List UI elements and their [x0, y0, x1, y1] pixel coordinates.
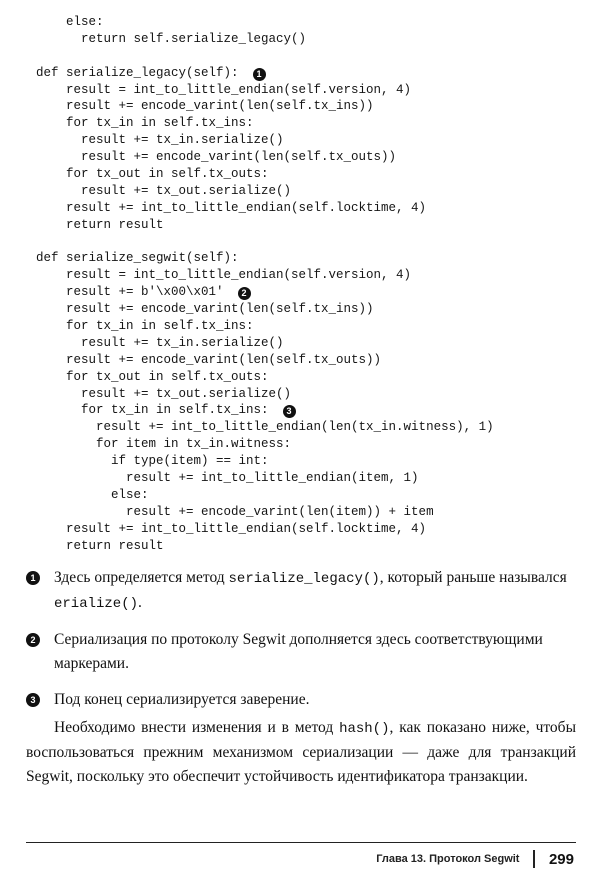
code-line: [36, 234, 494, 251]
callout-marker-1: 1: [253, 68, 266, 81]
code-line: [36, 284, 494, 301]
code-line: [36, 402, 494, 419]
note-text: .: [138, 594, 142, 611]
code-line-text: def serialize_legacy(self):: [36, 65, 239, 80]
code-line: result = int_to_little_endian(self.version, 4): [36, 268, 412, 283]
code-line: result += tx_in.serialize(): [36, 335, 284, 350]
body-paragraph: [26, 716, 576, 789]
code-line: result += int_to_little_endian(len(tx_in.witness), 1): [36, 420, 494, 435]
code-line: result += tx_out.serialize(): [36, 183, 292, 198]
code-line: result += encode_varint(len(self.tx_ins)): [36, 99, 374, 114]
callout-note-3: [26, 688, 582, 712]
note-text: Сериализация по протоколу Segwit дополняется здесь соответствующими маркерами.: [54, 631, 543, 672]
callout-marker-2: 2: [238, 287, 251, 300]
note-marker-1: 1: [26, 571, 40, 585]
code-line: result += tx_out.serialize(): [36, 386, 292, 401]
code-line: result += encode_varint(len(self.tx_ins)): [36, 302, 374, 317]
code-line: if type(item) == int:: [36, 454, 269, 469]
page-number: 299: [548, 850, 574, 868]
footer-separator: [533, 850, 535, 868]
note-code: serialize_legacy(): [228, 571, 380, 587]
code-line: return result: [36, 538, 164, 553]
code-line: [36, 48, 494, 65]
code-line: result += tx_in.serialize(): [36, 133, 284, 148]
paragraph-code: hash(): [339, 720, 390, 737]
code-line: result += int_to_little_endian(self.locktime, 4): [36, 200, 427, 215]
code-line: def serialize_segwit(self):: [36, 251, 239, 266]
code-line: result = int_to_little_endian(self.version, 4): [36, 82, 412, 97]
callout-marker-3: 3: [283, 405, 296, 418]
callout-note-2: [26, 628, 582, 676]
code-line: return result: [36, 217, 164, 232]
callout-note-1: [26, 566, 582, 616]
code-line-text: result += b'\x00\x01': [36, 285, 224, 300]
code-listing: [36, 14, 494, 555]
code-line: for tx_in in self.tx_ins:: [36, 116, 254, 131]
code-line: result += encode_varint(len(self.tx_outs)): [36, 352, 382, 367]
code-line: [36, 65, 494, 82]
paragraph-text: , как показано ниже, чтобы воспользоваться прежним механизмом сериализации — даже для транзакций Segwit, поскольку это обеспечит устойчивость идентификатора транзакции.: [26, 718, 576, 785]
code-line: for item in tx_in.witness:: [36, 437, 292, 452]
code-line: result += int_to_little_endian(item, 1): [36, 471, 419, 486]
chapter-title: Глава 13. Протокол Segwit: [376, 853, 520, 865]
note-marker-3: 3: [26, 693, 40, 707]
note-marker-2: 2: [26, 633, 40, 647]
callout-notes: [26, 566, 582, 724]
code-line: for tx_in in self.tx_ins:: [36, 319, 254, 334]
code-line: else:: [36, 15, 104, 29]
note-text: Здесь определяется метод: [54, 569, 229, 586]
code-line: for tx_out in self.tx_outs:: [36, 167, 269, 182]
code-line: else:: [36, 487, 149, 502]
code-line: result += encode_varint(len(self.tx_outs)): [36, 150, 397, 165]
code-line: return self.serialize_legacy(): [36, 31, 307, 46]
footer-divider: [26, 842, 576, 843]
note-text: , который раньше назывался: [379, 569, 567, 586]
code-line: for tx_out in self.tx_outs:: [36, 369, 269, 384]
paragraph-text: Необходимо внести изменения и в метод: [54, 718, 340, 736]
note-text: Под конец сериализируется заверение.: [54, 691, 310, 708]
code-line: result += int_to_little_endian(self.locktime, 4): [36, 521, 427, 536]
code-line: result += encode_varint(len(item)) + item: [36, 504, 434, 519]
code-line-text: for tx_in in self.tx_ins:: [36, 403, 269, 418]
note-code: erialize(): [54, 596, 139, 612]
page-footer: [376, 850, 574, 868]
